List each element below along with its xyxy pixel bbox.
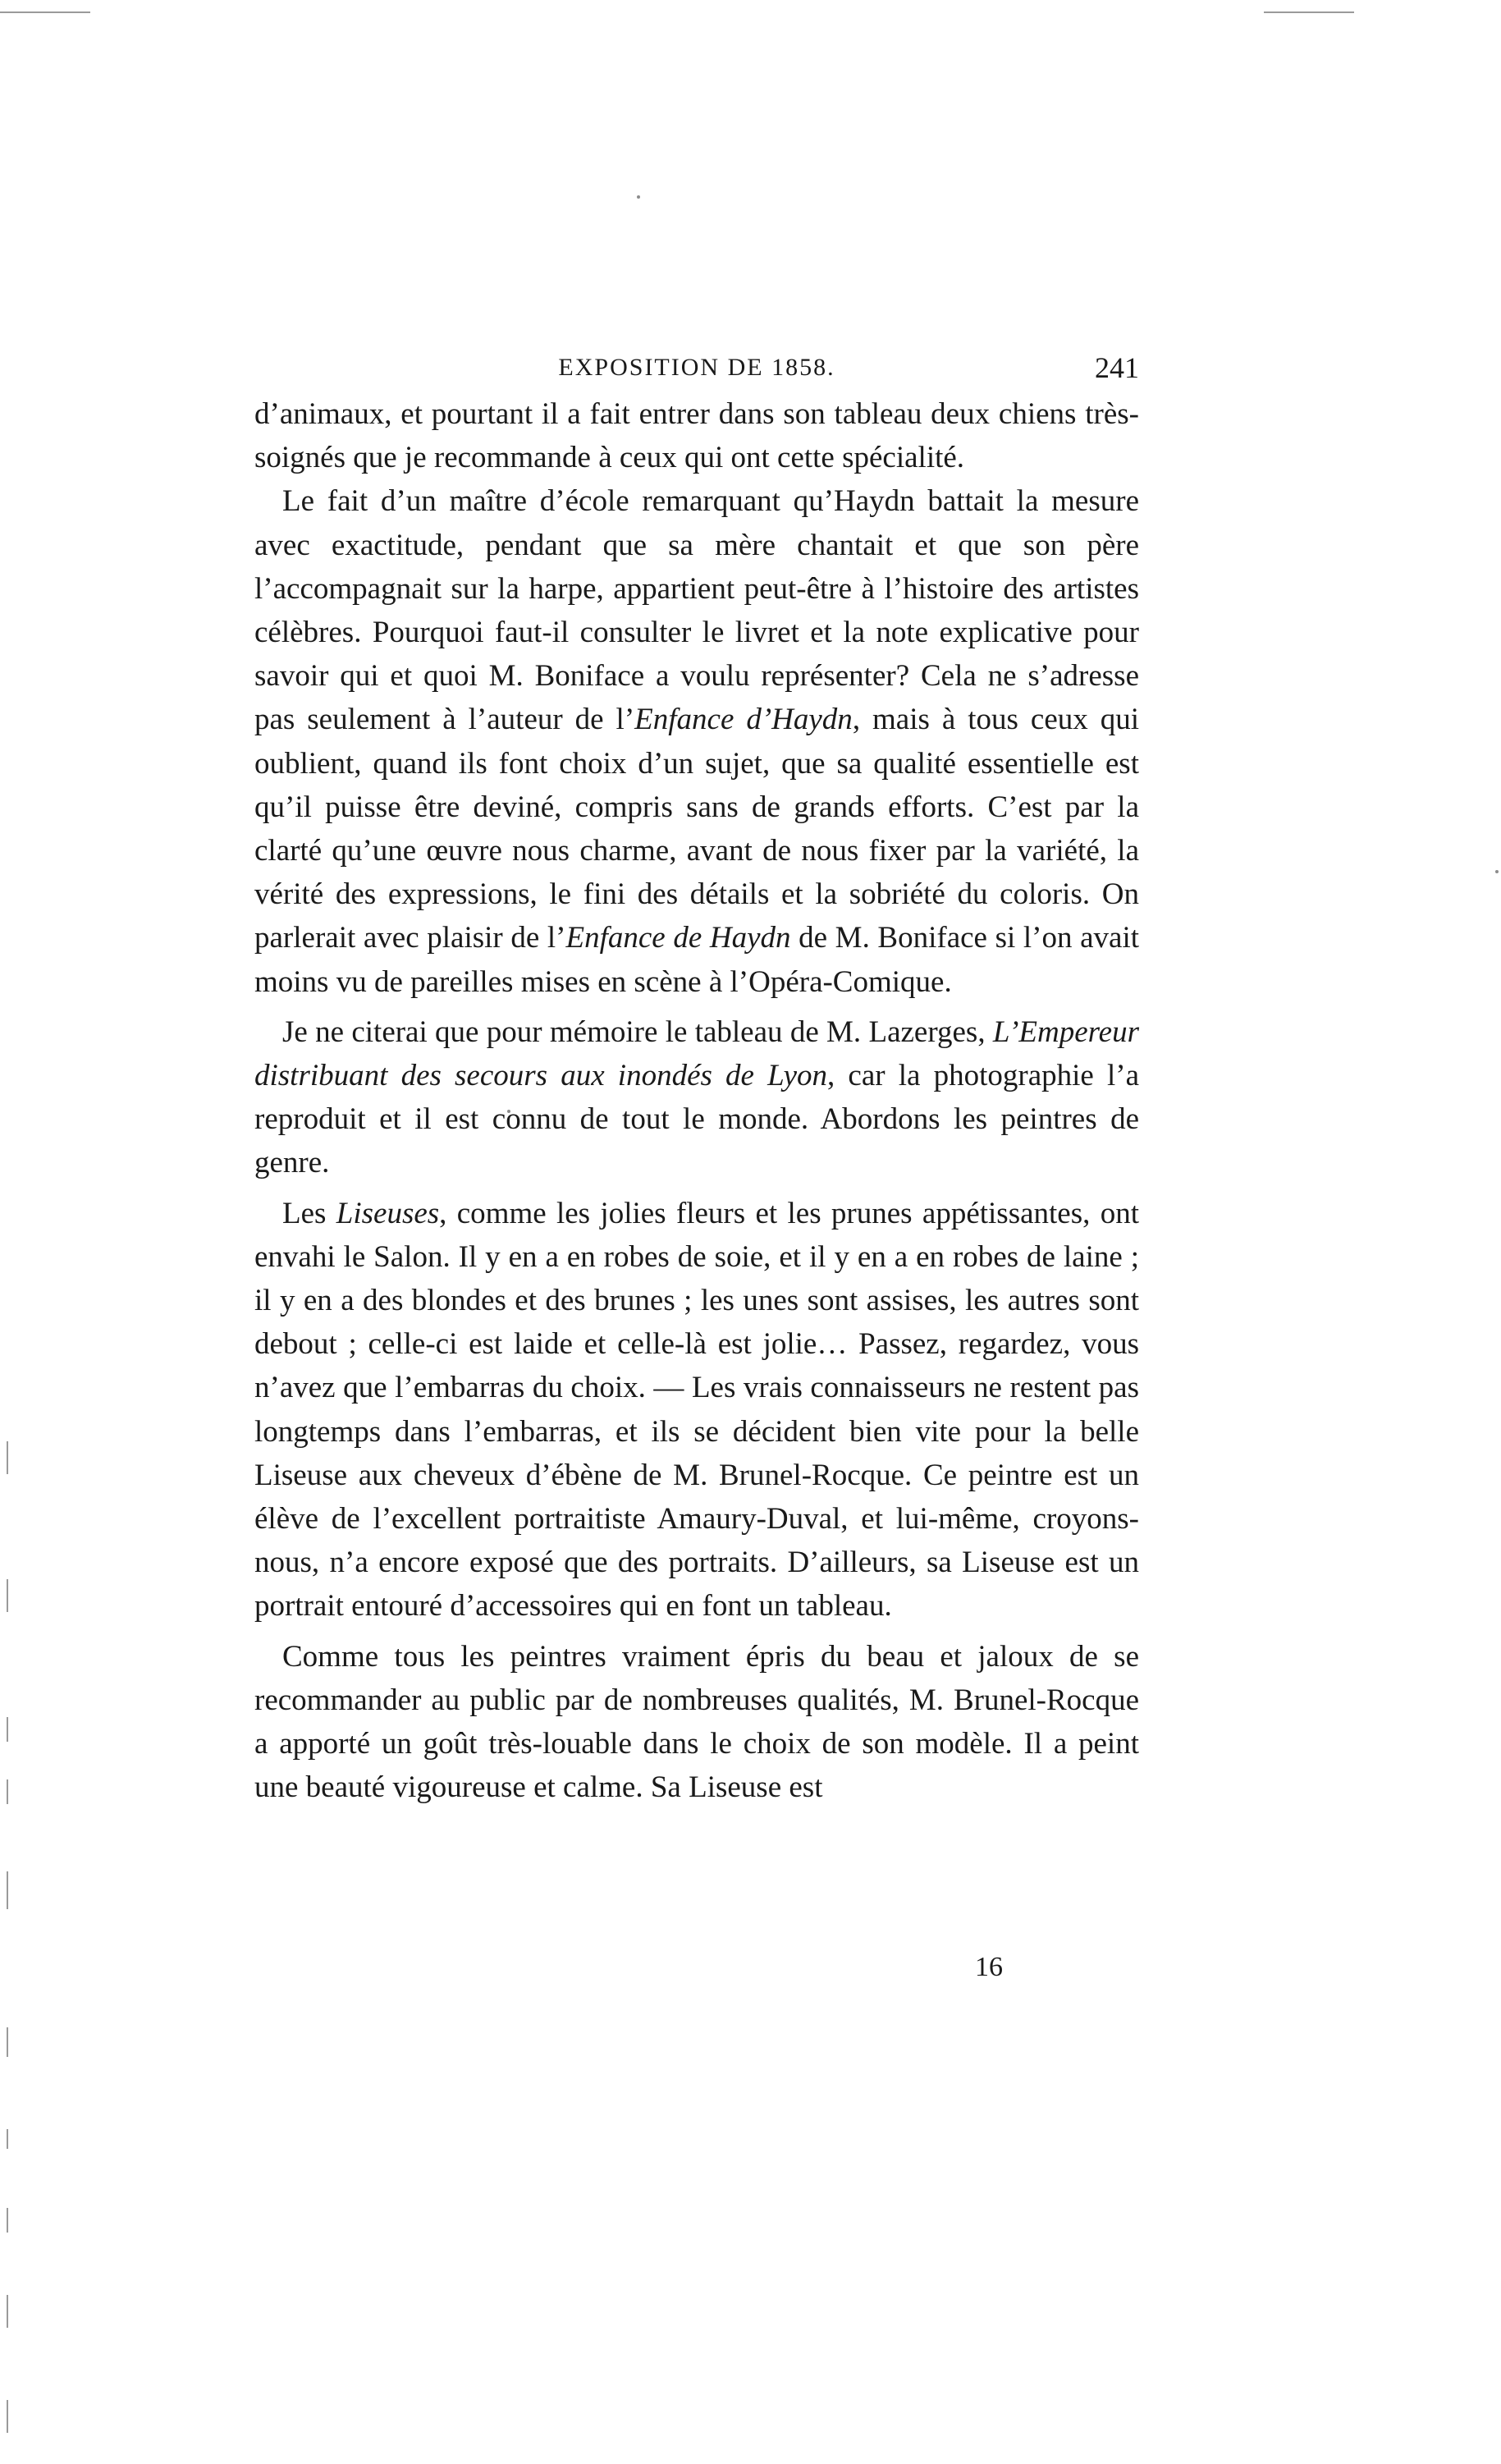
scan-edge-line (0, 11, 90, 13)
text-run: de M. Boniface si l’on avait moins vu de pareilles mises en scène à l’Opéra-Comique. (254, 921, 1139, 999)
body-text (254, 392, 1139, 1810)
paragraph (254, 392, 1139, 479)
scan-margin-mark (7, 1441, 8, 1474)
paragraph (254, 479, 1139, 1003)
text-run: , car la photographie l’a reproduit et il est connu de tout le monde. Abordons les peintres de genre. (254, 1059, 1139, 1180)
text-run: Je ne citerai que pour mémoire le tableau de M. Lazerges, (282, 1014, 993, 1049)
paragraph (254, 1010, 1139, 1185)
scan-margin-mark (7, 2295, 8, 2328)
signature-mark: 16 (975, 1952, 1003, 1982)
scan-margin-mark (7, 1717, 8, 1742)
italic-title: L’Empereur distribuant des secours aux inondés de Lyon (254, 1014, 1139, 1093)
scan-margin-mark (7, 1579, 8, 1612)
italic-title: Enfance de Haydn (565, 921, 791, 955)
text-run: , mais à tous ceux qui oublient, quand ils font choix d’un sujet, que sa qualité essentielle est qu’il puisse être deviné, compris sans de grands efforts. C’est par la clarté qu’une œuvre nous charme, avant de nous fixer par la variété, la vérité des expressions, le fini des détails et la sobriété du coloris. On parlerait avec plaisir de l’ (254, 703, 1139, 955)
scan-margin-mark (7, 2208, 8, 2233)
paragraph (254, 1635, 1139, 1810)
italic-title: Enfance d’Haydn (634, 703, 853, 737)
scan-margin-mark (7, 1779, 8, 1804)
scan-margin-mark (7, 1871, 8, 1909)
text-run: , comme les jolies fleurs et les prunes appétissantes, ont envahi le Salon. Il y en a en robes de soie, et il y en a en robes de laine ; il y en a des blondes et des brunes ; les unes sont assises, les autres sont debout ; celle-ci est laide et celle-là est jolie… Passez, regardez, vous n’avez que l’embarras du choix. — Les vrais connaisseurs ne restent pas longtemps dans l’embarras, et ils se décident bien vite pour la belle Liseuse aux cheveux d’ébène de M. Brunel-Rocque. Ce peintre est un élève de l’excellent portraitiste Amaury-Duval, et lui-même, croyons-nous, n’a encore exposé que des portraits. D’ailleurs, sa Liseuse est un portrait entouré d’accessoires qui en font un tableau. (254, 1196, 1139, 1624)
scan-margin-mark (7, 2027, 8, 2057)
text-run: Le fait d’un maître d’école remarquant qu’Haydn battait la mesure avec exactitude, pendant que sa mère chantait et que son père l’accompagnait sur la harpe, appartient peut-être à l’histoire des artistes célèbres. Pourquoi faut-il consulter le livret et la note explicative pour savoir qui et quoi M. Boniface a voulu représenter? Cela ne s’adresse pas seulement à l’auteur de l’ (254, 484, 1139, 737)
page-header (254, 343, 1139, 392)
paragraph (254, 1192, 1139, 1628)
text-run: d’animaux, et pourtant il a fait entrer dans son tableau deux chiens très-soignés que je recommande à ceux qui ont cette spécialité. (254, 397, 1139, 475)
scan-speck (637, 195, 640, 199)
scan-speck (1495, 870, 1499, 873)
scan-margin-mark (7, 2400, 8, 2433)
italic-title: Liseuses (336, 1196, 440, 1230)
text-run: Les (282, 1196, 336, 1230)
text-run: Comme tous les peintres vraiment épris du beau et jaloux de se recommander au public par de nombreuses qualités, M. Brunel-Rocque a apporté un goût très-louable dans le choix de son modèle. Il a peint une beauté vigoureuse et calme. Sa Liseuse est (254, 1639, 1139, 1805)
scan-margin-mark (7, 2129, 8, 2149)
scan-edge-line (1264, 11, 1354, 13)
running-head: EXPOSITION DE 1858. (558, 354, 835, 381)
page-number: 241 (1095, 351, 1139, 384)
